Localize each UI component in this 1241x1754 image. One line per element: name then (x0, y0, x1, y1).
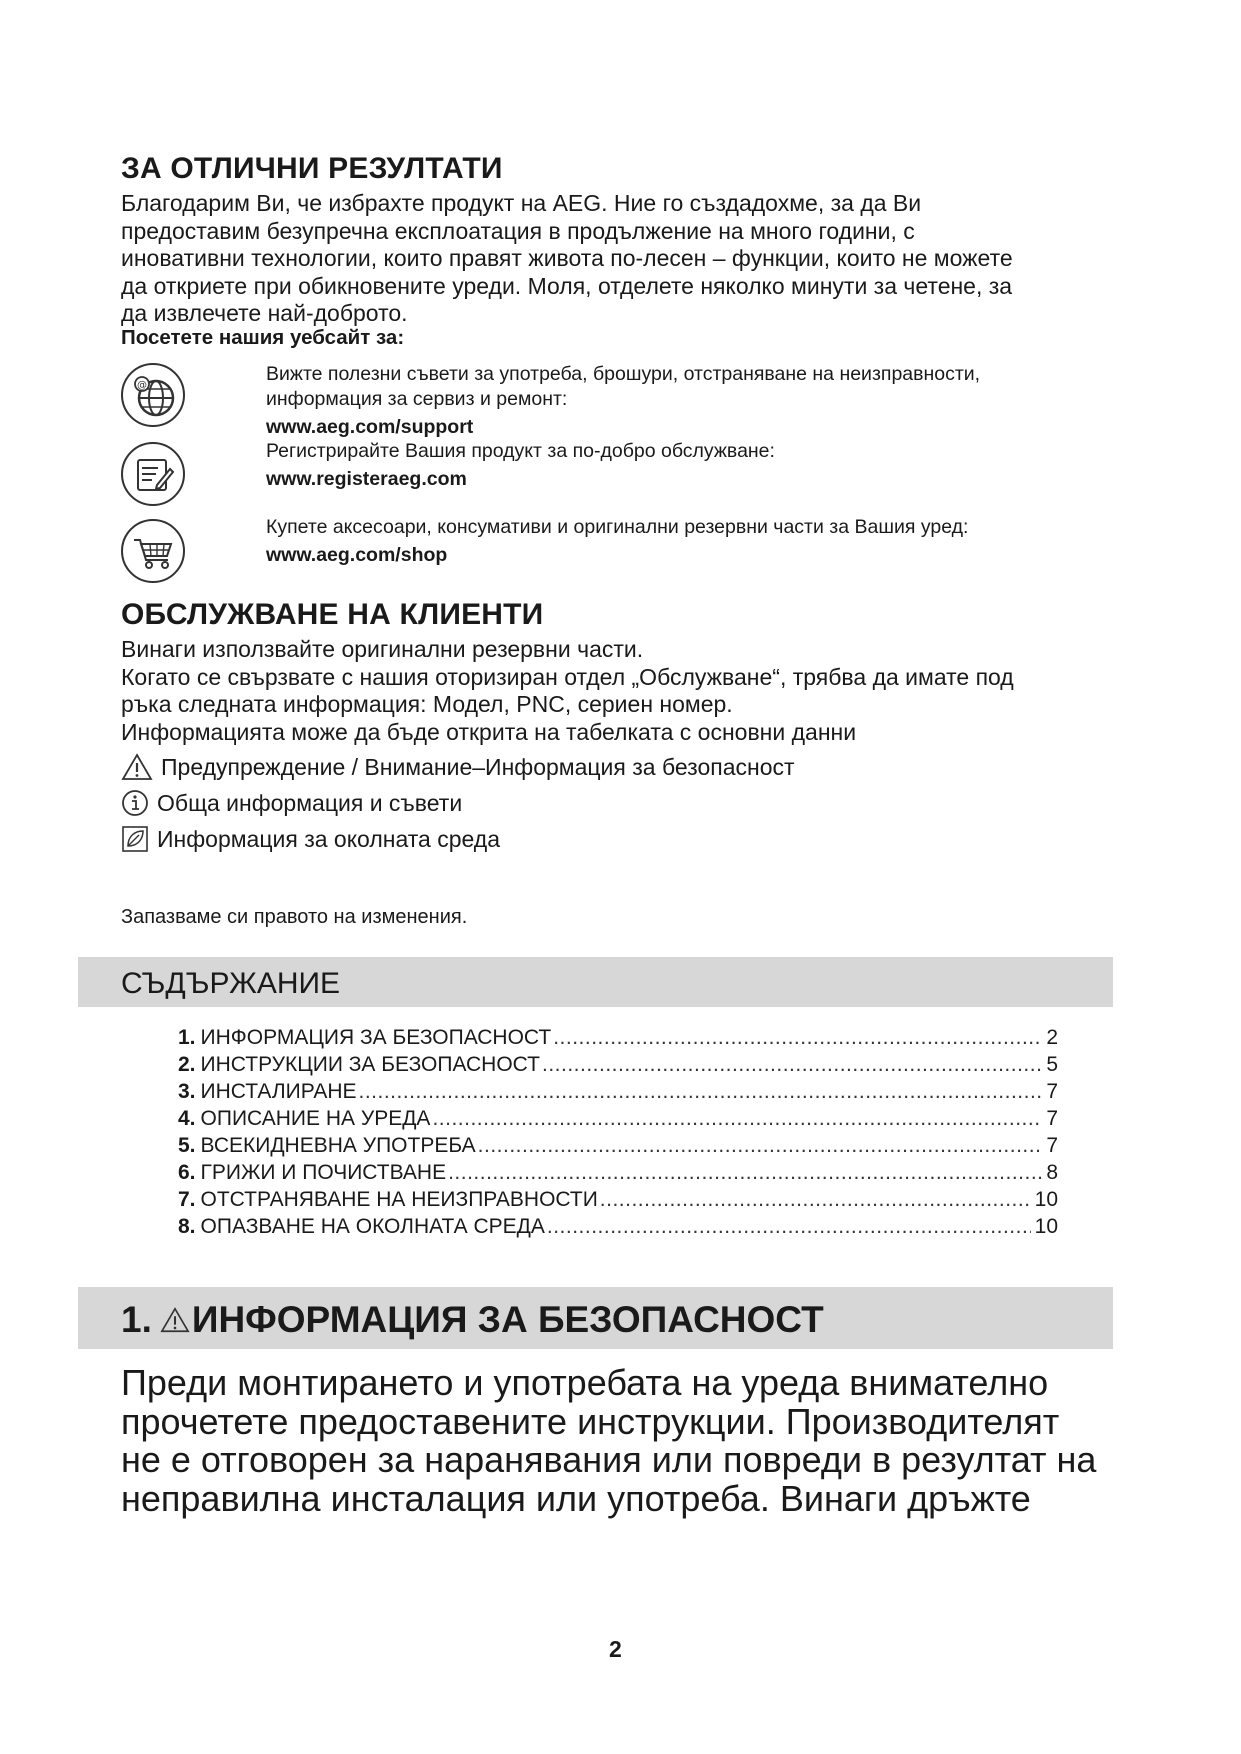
legend-warning (121, 753, 795, 781)
shopping-cart-icon (120, 518, 186, 584)
toc-leader-dots (542, 1053, 1042, 1077)
shop-url-link[interactable]: www.aeg.com/shop (266, 544, 448, 566)
support-desc: информация за сервиз и ремонт: (266, 388, 568, 410)
legend-warning-text: Предупреждение / Внимание–Информация за безопасност (161, 753, 795, 780)
service-line: ръка следната информация: Модел, PNC, сериен номер. (121, 691, 733, 717)
section1-header-band (78, 1287, 1113, 1349)
toc-entry-number: 1. (178, 1026, 196, 1049)
legend-info-text: Обща информация и съвети (157, 789, 463, 816)
toc-entry-label: ОТСТРАНЯВАНЕ НА НЕИЗПРАВНОСТИ (200, 1188, 598, 1211)
section1-body (121, 1364, 1096, 1518)
intro-paragraph (121, 190, 1013, 328)
service-title: ОБСЛУЖВАНЕ НА КЛИЕНТИ (121, 598, 544, 631)
toc-entry[interactable] (178, 1215, 1058, 1243)
toc-entry-label: ИНСТАЛИРАНЕ (200, 1080, 357, 1103)
section1-number: 1. (121, 1299, 152, 1340)
toc-entry-page: 5 (1046, 1053, 1058, 1076)
register-form-icon (120, 441, 186, 507)
section1-line: не е отговорен за наранявания или повреди в резултат на (121, 1439, 1097, 1480)
register-link-block (266, 439, 775, 492)
toc-leader-dots (448, 1161, 1042, 1185)
toc-entry-label: ИНФОРМАЦИЯ ЗА БЕЗОПАСНОСТ (200, 1026, 552, 1049)
service-line: Когато се свързвате с нашия оторизиран отдел „Обслужване“, трябва да имате под (121, 663, 1014, 690)
toc-entry-page: 7 (1046, 1107, 1058, 1130)
register-desc: Регистрирайте Вашия продукт за по-добро обслужване: (266, 440, 775, 462)
intro-line: предоставим безупречна експлоатация в продължение на много години, с (121, 217, 915, 244)
shop-desc: Купете аксесоари, консумативи и оригинални резервни части за Вашия уред: (266, 516, 969, 538)
service-line: Винаги използвайте оригинални резервни части. (121, 636, 644, 662)
section1-line: неправилна инсталация или употреба. Винаги дръжте (121, 1477, 1031, 1519)
intro-line: Благодарим Ви, че избрахте продукт на AEG. Ние го създадохме, за да Ви (121, 190, 922, 216)
warning-triangle-icon (121, 753, 153, 781)
toc-entry-number: 6. (178, 1161, 196, 1184)
service-line: Информацията може да бъде открита на табелката с основни данни (121, 718, 857, 745)
toc-entry-label: ГРИЖИ И ПОЧИСТВАНЕ (200, 1161, 447, 1184)
toc-title: СЪДЪРЖАНИЕ (121, 967, 341, 1000)
toc-leader-dots (600, 1188, 1031, 1212)
toc-leader-dots (432, 1107, 1042, 1131)
toc-entry-label: ОПИСАНИЕ НА УРЕДА (200, 1107, 431, 1130)
toc-header-band (78, 957, 1113, 1007)
support-link-block (266, 362, 980, 440)
section1-heading (121, 1299, 824, 1341)
intro-line: иновативни технологии, които правят живота по-лесен – функции, които не можете (121, 245, 1013, 271)
legend-info (121, 789, 462, 817)
shop-link-block (266, 515, 968, 568)
globe-icon (120, 362, 186, 428)
section1-line: прочетете предоставените инструкции. Производителят (121, 1400, 1060, 1442)
toc-entry[interactable] (178, 1188, 1058, 1216)
toc-entry-number: 3. (178, 1080, 196, 1103)
support-url-link[interactable]: www.aeg.com/support (266, 416, 474, 438)
toc-entry-label: ОПАЗВАНЕ НА ОКОЛНАТА СРЕДА (200, 1215, 545, 1238)
toc-entry-label: ИНСТРУКЦИИ ЗА БЕЗОПАСНОСТ (200, 1053, 540, 1076)
toc-entry-page: 7 (1046, 1134, 1058, 1157)
toc-leader-dots (553, 1026, 1042, 1050)
toc-entry-page: 2 (1046, 1026, 1058, 1049)
toc-entry-number: 8. (178, 1215, 196, 1238)
service-paragraph (121, 636, 1014, 746)
toc-leader-dots (478, 1134, 1043, 1158)
toc-entry-page: 7 (1046, 1080, 1058, 1103)
toc-leader-dots (359, 1080, 1043, 1104)
toc-entry-page: 10 (1034, 1188, 1058, 1211)
intro-title: ЗА ОТЛИЧНИ РЕЗУЛТАТИ (121, 152, 503, 185)
visit-website-label: Посетете нашия уебсайт за: (121, 326, 405, 349)
section1-line: Преди монтирането и употребата на уреда внимателно (121, 1362, 1049, 1403)
toc-entry[interactable] (178, 1053, 1058, 1081)
svg-text:@: @ (137, 380, 147, 391)
toc-leader-dots (547, 1215, 1031, 1239)
toc-entry-page: 8 (1046, 1161, 1058, 1184)
toc-entry-page: 10 (1034, 1215, 1058, 1238)
leaf-environment-icon (121, 825, 149, 853)
toc-entry-number: 5. (178, 1134, 196, 1157)
support-desc: Вижте полезни съвети за употреба, брошури, отстраняване на неизправности, (266, 363, 981, 385)
register-url-link[interactable]: www.registeraeg.com (266, 468, 467, 490)
page-number: 2 (609, 1636, 622, 1662)
toc-entry[interactable] (178, 1080, 1058, 1108)
intro-line: да извлечете най-доброто. (121, 300, 408, 326)
toc-entry-label: ВСЕКИДНЕВНА УПОТРЕБА (200, 1134, 476, 1157)
toc-entry-number: 4. (178, 1107, 196, 1130)
info-icon (121, 789, 149, 817)
section1-title: ИНФОРМАЦИЯ ЗА БЕЗОПАСНОСТ (191, 1299, 824, 1340)
legend-environment-text: Информация за околната среда (157, 825, 500, 852)
warning-triangle-icon (160, 1306, 190, 1334)
toc-entry[interactable] (178, 1161, 1058, 1189)
toc-entry[interactable] (178, 1134, 1058, 1162)
toc-entry-number: 2. (178, 1053, 196, 1076)
toc-entry-number: 7. (178, 1188, 196, 1211)
toc-entry[interactable] (178, 1026, 1058, 1054)
reserve-rights-note: Запазваме си правото на изменения. (121, 906, 468, 928)
legend-environment (121, 825, 500, 853)
toc-entry[interactable] (178, 1107, 1058, 1135)
intro-line: да откриете при обикновените уреди. Моля, отделете няколко минути за четене, за (121, 272, 1013, 299)
